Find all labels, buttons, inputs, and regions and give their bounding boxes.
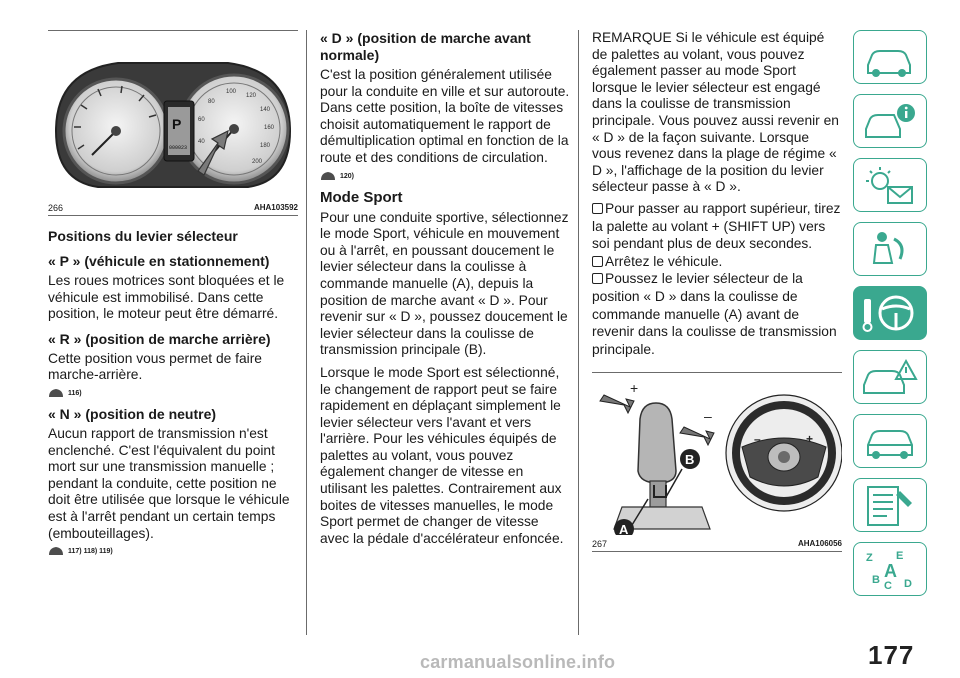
tab-safety[interactable] <box>853 222 927 276</box>
figure-code: AHA103592 <box>253 203 298 212</box>
alphabetical-index-icon <box>854 543 926 595</box>
figure-number: 266 <box>48 203 64 213</box>
figure-caption <box>48 203 298 213</box>
svg-text:B: B <box>872 574 880 586</box>
page-number: 177 <box>868 640 915 670</box>
warning-note-icon <box>48 546 64 556</box>
airbag-person-icon <box>854 223 926 275</box>
svg-text:140: 140 <box>260 107 271 113</box>
svg-text:160: 160 <box>264 125 275 131</box>
watermark-footer: carmanualsonline.info <box>420 652 616 672</box>
tab-car-info[interactable] <box>853 30 927 84</box>
column-divider-1 <box>306 30 307 635</box>
warning-ref-n: 117) 118) 119) <box>48 546 298 556</box>
step-1: Pour passer au rapport supérieur, tirez la palette au volant + (SHIFT UP) vers soi pendant plus de deux secondes. <box>592 200 841 252</box>
tab-warning-lights[interactable] <box>853 158 927 212</box>
svg-text:–: – <box>704 408 712 425</box>
figure-caption-267 <box>592 539 842 549</box>
car-maintenance-icon <box>854 415 926 467</box>
svg-text:Z: Z <box>866 552 873 564</box>
svg-text:60: 60 <box>198 117 205 123</box>
figure-number: 267 <box>592 539 608 550</box>
svg-text:B: B <box>685 452 695 468</box>
odometer-readout: 000023 <box>169 145 188 151</box>
svg-text:A: A <box>619 522 629 536</box>
p-position-text: Les roues motrices sont bloquées et le véhicule est immobilisé. Dans cette position, le moteur peut être démarré. <box>48 273 285 322</box>
key-steering-wheel-icon <box>854 287 926 339</box>
checkbox-bullet-icon <box>592 256 603 267</box>
section-heading: Positions du levier sélecteur <box>48 228 238 244</box>
svg-text:E: E <box>896 550 904 562</box>
svg-text:200: 200 <box>252 159 263 165</box>
tab-starting-driving[interactable] <box>853 286 927 340</box>
shifter-and-steering-illustration <box>592 373 842 535</box>
car-info-i-icon <box>854 95 926 147</box>
warning-note-icon <box>320 171 336 181</box>
svg-text:+: + <box>630 380 639 397</box>
tab-emergency[interactable] <box>853 350 927 404</box>
warning-ref-d: 120) <box>320 171 570 181</box>
tab-maintenance[interactable] <box>853 414 927 468</box>
checkbox-bullet-icon <box>592 273 603 284</box>
column-divider-2 <box>578 30 579 635</box>
step-2: Arrêtez le véhicule. <box>592 253 842 271</box>
tab-index[interactable] <box>853 542 927 596</box>
svg-text:120: 120 <box>246 93 257 99</box>
sport-mode-title: Mode Sport <box>320 188 403 206</box>
caption-rule <box>592 551 842 552</box>
r-position-text: Cette position vous permet de faire marche-arrière. <box>48 350 262 383</box>
column-2 <box>320 30 570 551</box>
figure-code: AHA106056 <box>797 539 842 549</box>
svg-text:80: 80 <box>208 99 215 105</box>
n-position-text: Aucun rapport de transmission n'est enclenché. C'est l'équivalent du point mort sur une transmission manuelle ; pendant la conduite, cette position ne doit être utilisée que lorsque le véhicule est à l'arrêt pendant un certain temps (embouteillages). <box>48 425 290 541</box>
car-info-icon <box>854 31 926 83</box>
svg-text:–: – <box>754 432 761 447</box>
svg-text:+: + <box>806 432 814 447</box>
step-3: Poussez le levier sélecteur de la position « D » dans la coulisse de commande manuelle (A) avant de revenir dans la coulisse de transmission principale. <box>592 271 837 357</box>
d-position-title: « D » (position de marche avant normale) <box>320 30 531 63</box>
svg-text:180: 180 <box>260 143 271 149</box>
caption-rule <box>48 215 298 216</box>
svg-text:C: C <box>884 580 892 592</box>
tab-car-information[interactable] <box>853 94 927 148</box>
tab-technical-data[interactable] <box>853 478 927 532</box>
sport-mode-text-1: Pour une conduite sportive, sélectionnez le mode Sport, véhicule en mouvement ou à l'arrêt, en poussant doucement le levier sélecteur dans la coulisse à commande manuelle (A), depuis la position de marche avant « D ». Pour revenir sur « D », poussez doucement le levier sélecteur dans la coulisse de transmission principale (B). <box>320 209 569 358</box>
svg-text:40: 40 <box>198 139 205 145</box>
n-position-title: « N » (position de neutre) <box>48 405 217 422</box>
d-position-text: C'est la position généralement utilisée pour la conduite en ville et sur autoroute. Dans cette position, la boîte de vitesses choisit automatiquement le rapport de démultiplication optimal en fonction de la route et des conditions de circulation. <box>320 67 570 165</box>
chapter-tabs <box>853 30 929 606</box>
svg-text:D: D <box>904 578 912 590</box>
svg-text:100: 100 <box>226 89 237 95</box>
instrument-cluster-illustration <box>48 31 298 199</box>
warning-ref-r: 116) <box>48 388 298 398</box>
checklist-spec-icon <box>854 479 926 531</box>
r-position-title: « R » (position de marche arrière) <box>48 330 271 347</box>
checkbox-bullet-icon <box>592 203 603 214</box>
column-1 <box>48 30 298 562</box>
car-warning-icon <box>854 351 926 403</box>
gear-indicator: P <box>172 116 182 132</box>
svg-text:A: A <box>884 561 897 581</box>
p-position-title: « P » (véhicule en stationnement) <box>48 253 270 269</box>
column-3 <box>592 30 842 552</box>
sport-mode-text-2: Lorsque le mode Sport est sélectionné, le changement de rapport peut se faire rapidement en déplaçant simplement le levier sélecteur vers l'avant et vers l'arrière. Pour les véhicules équipés de palettes au volant, vous pouvez également changer de vitesse en utilisant les palettes. Contrairement aux boites de vitesses manuelles, le mode Sport permet de changer de vitesse avec la pédale d'accélérateur enfoncée. <box>320 364 564 546</box>
warning-lights-message-icon <box>854 159 926 211</box>
warning-note-icon <box>48 388 64 398</box>
remarque-text: REMARQUE Si le véhicule est équipé de palettes au volant, vous pouvez également passer au mode Sport lorsque le levier sélecteur est engagé dans la coulisse de transmission principale. Vous pouvez aussi revenir en « D » de la façon suivante. Lorsque vous revenez dans la plage de régime « D », l'affichage de la position du levier sélecteur passe à « D ». <box>592 30 839 195</box>
figure-266-instrument-cluster <box>48 31 298 199</box>
figure-267-shifter-paddles <box>592 373 842 535</box>
